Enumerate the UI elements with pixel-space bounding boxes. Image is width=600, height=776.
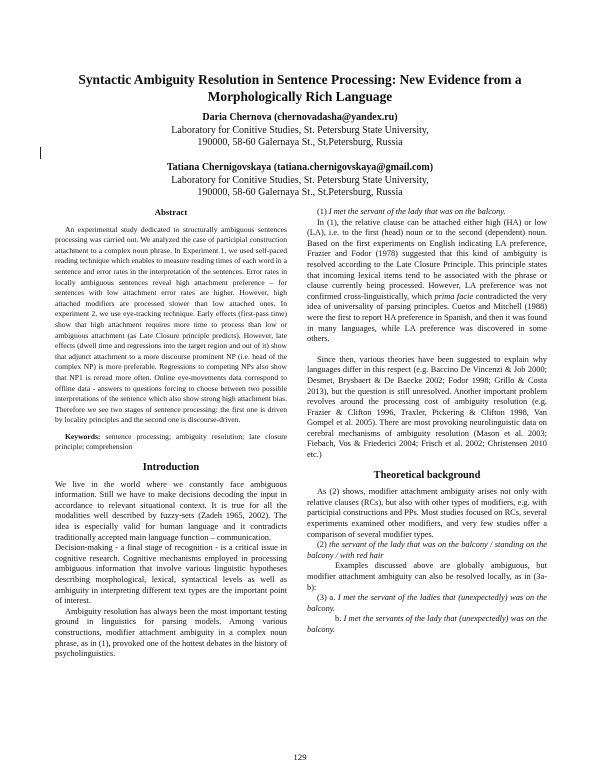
spacer (307, 345, 547, 355)
author-block-1 (60, 112, 540, 150)
example-3a-text: I met the servant of the ladies that (unexpectedly) was on the balcony. (307, 593, 548, 613)
author-name-1: Daria Chernova (chernovadasha@yandex.ru) (202, 112, 398, 123)
keywords (55, 432, 287, 453)
example-3b-text: I met the servants of the lady that (unexpectedly) was on the balcony. (307, 614, 547, 634)
example-2-text: the servant of the lady that was on the balcony / standing on the balcony / with red hair (307, 540, 548, 560)
intro-paragraph-1: We live in the world where we constantly face ambiguous information. Still we have to make decisions decoding the input in accordance to relevant situational context. It is true for all the modalities well described by fuzzy-sets (Zadeh 1965, 2002). The idea is especially valid for human language and it contradicts traditionally accepted main language function – communication. (55, 479, 287, 542)
author-affiliation-1a: Laboratory for Conitive Studies, St. Petersburg State University, (171, 124, 429, 136)
right-paragraph-1 (307, 218, 547, 345)
paper-title: Syntactic Ambiguity Resolution in Sentence Processing: New Evidence from a Morphologically Rich Language (78, 72, 522, 104)
author-block-2 (60, 162, 540, 200)
author-affiliation-1b: 190000, 58-60 Galernaya St., St.Petersburg, Russia (197, 137, 403, 148)
right-paragraph-4: Examples discussed above are globally ambiguous, but modifier attachment ambiguity can also be resolved locally, as in (3a-b): (307, 561, 547, 592)
right-paragraph-3: As (2) shows, modifier attachment ambiguity arises not only with relative clauses (RCs), but also with other types of modifiers, e.g. with participial constructions and PPs. Most studies focused on RCs, several experiments examined other modifiers, and very few studies offer a comparison of several modifier types. (307, 487, 547, 539)
example-3a (307, 593, 547, 614)
author-affiliation-2b: 190000, 58-60 Galernaya St., St.Petersburg, Russia (197, 187, 403, 198)
author-affiliation-2a: Laboratory for Conitive Studies, St. Petersburg State University, (171, 174, 429, 186)
example-3b (307, 614, 547, 635)
intro-paragraph-3: Ambiguity resolution has always been the most important testing ground in linguistics for parsing models. Among various constructions, modifier attachment ambiguity in a complex noun phrase, as in (1), provoked one of the hottest debates in the history of psycholinguistics. (55, 606, 287, 659)
example-3a-number: (3) a. (317, 593, 336, 603)
keywords-label: Keywords: (65, 431, 101, 441)
theoretical-background-heading: Theoretical background (373, 469, 481, 481)
intro-paragraph-2: Decision-making - a final stage of recognition - is a critical issue in cognitive research. Cognitive mechanisms employed in processing ambiguous information that involve various linguistic hypotheses describing morphological, lexical, syntactical levels as well as ambiguity in interpreting different text types are the important point of interest. (55, 543, 287, 606)
text-cursor (40, 147, 41, 159)
example-2 (307, 540, 547, 561)
example-1-number: (1) (317, 207, 327, 216)
keywords-text: sentence processing; ambiguity resolution; late closure principle; comprehension (55, 431, 287, 452)
introduction-heading: Introduction (142, 462, 200, 474)
example-1-text: I met the servant of the lady that was on the balcony. (328, 207, 506, 216)
right-paragraph-1-end: contradicted the very idea of universality of parsing principles. Cuetos and Mitchell (1988) were the first to report HA preference in Spanish, and then it was found in many languages, while LA preference was discovered in some others. (307, 291, 547, 344)
example-1 (307, 207, 547, 218)
right-paragraph-1-text: In (1), the relative clause can be attached either high (HA) or low (LA), i.e. to the first (head) noun or to the second (dependent) noun. Based on the first experiments on English indicating LA preference, Frazier and Fodor (1978) suggested that this kind of ambiguity is resolved according to the Late Closure Principle. This principle states that incoming lexical items tend to be associated with the phrase or clause currently being processed. However, LA preference was not confirmed cross-linguistically, which (307, 217, 547, 301)
left-column (55, 207, 287, 660)
abstract-heading: Abstract (154, 207, 188, 217)
right-paragraph-1-italic: prima facie (434, 291, 474, 301)
example-2-number: (2) (317, 540, 327, 550)
author-name-2: Tatiana Chernigovskaya (tatiana.chernigovskaya@gmail.com) (166, 162, 434, 173)
example-3b-number: b. (335, 614, 342, 624)
page-number: 129 (293, 752, 307, 762)
right-column (307, 207, 547, 636)
right-paragraph-2: Since then, various theories have been suggested to explain why languages differ in this respect (e.g. Baccino De Vincenzi & Job 2000; Desmet, Brysbaert & De Baecke 2002; Fodor 1998; Grillo & Costa 2013), but the question is still unresolved. Another important problem revolves around the processing cost of ambiguity resolution (e.g. Frazier & Clifton 1996, Traxler, Pickering & Clifton 1998, Van Gompel et al. 2005). There are most provoking neurolinguistic data on cerebral mechanisms of ambiguity resolution (Mason et al. 2003; Fiebach, Vos & Friederici 2004; Frisch et al. 2002; Christensen 2010 etc.) (307, 354, 547, 460)
abstract-text: An experimental study dedicated to structurally ambiguous sentences processing was carried out. We analyzed the case of participial construction attachment to a complex noun phrase. In Experiment 1, we used self-paced reading technique which enables to measure reading times of each word in a sentence and error rates in the interpretation of the sentences. Error rates in locally ambiguous sentences reveal high attachment preference – for sentences with low attachment error rates are higher. However, high attached modifiers are processed slower than low attached ones. In experiment 2, we use eye-tracking technique. Early effects (first-pass time) show that high attachment requires more time to process than low or ambiguous attachment (as Late Closure principle predicts). However, late effects (dwell time and regressions into the target region and out of it) show that adjunct attachment to a more discourse prominent NP (i.e. head of the complex NP) is more preferable. Regressions to competing NPs also show that NP1 is reread more often. Online eye-movements data correspond to offline data - answers to questions forcing to choose between two possible interpretations of the sentence which also show strong high attachment bias. Therefore we see two stages of sentence processing: the first one is driven by locality principles and the second one is discourse-driven. (55, 224, 287, 425)
